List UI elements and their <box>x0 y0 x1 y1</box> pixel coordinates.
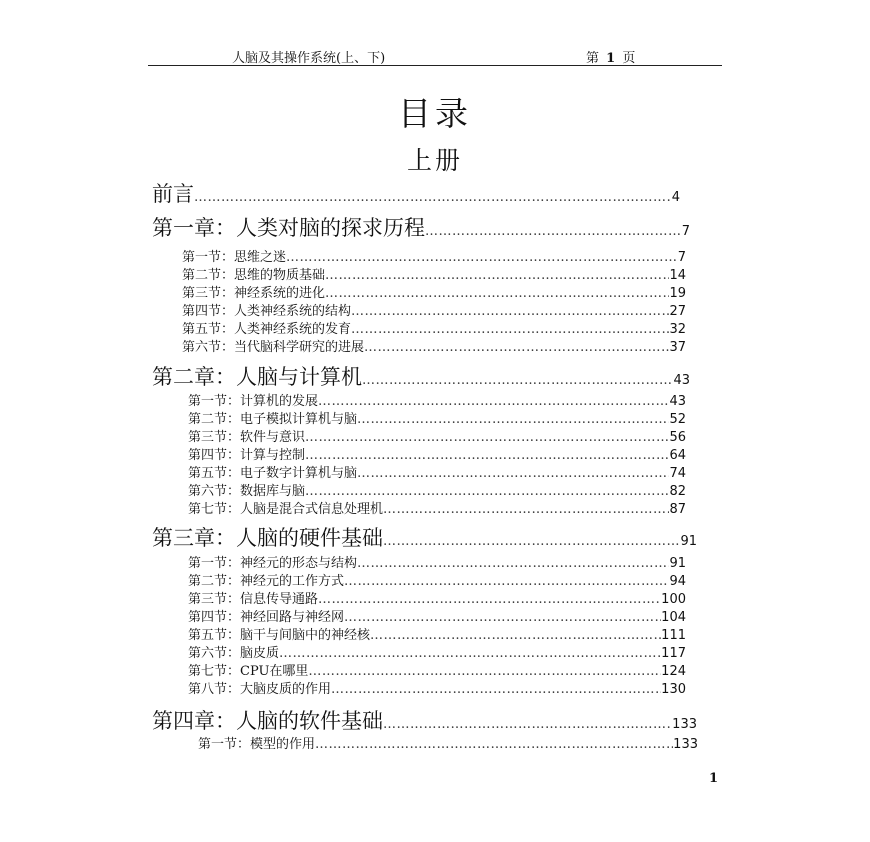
toc-section-entry <box>198 733 698 752</box>
toc-entry-label: 第三节：信息传导通路 <box>188 592 319 607</box>
page-suffix: 页 <box>622 51 636 66</box>
toc-section-entry <box>188 588 686 607</box>
toc-dot-leader <box>194 190 672 205</box>
running-header-title: 人脑及其操作系统(上、下) <box>232 51 386 66</box>
toc-entry-label: 第六节：脑皮质 <box>188 646 280 661</box>
toc-section-entry <box>188 426 686 445</box>
toc-dot-leader <box>305 448 669 463</box>
toc-dot-leader <box>357 412 669 427</box>
toc-entry-label: 第五节：脑干与间脑中的神经核 <box>188 628 371 643</box>
toc-section-entry <box>188 624 686 643</box>
toc-entry-page: 43 <box>673 373 690 388</box>
toc-chapter-entry <box>152 361 690 391</box>
toc-section-entry <box>188 462 686 481</box>
toc-entry-label: 第六节：数据库与脑 <box>188 484 306 499</box>
header-page-number: 1 <box>606 51 616 66</box>
toc-dot-leader <box>315 737 673 752</box>
toc-entry-label: 第四章：人脑的软件基础 <box>152 709 383 733</box>
toc-entry-page: 52 <box>669 412 686 427</box>
toc-dot-leader <box>383 502 669 517</box>
toc-entry-page: 82 <box>669 484 686 499</box>
toc-entry-page: 4 <box>671 190 680 205</box>
toc-section-entry <box>182 300 686 319</box>
header-divider <box>148 65 722 66</box>
toc-dot-leader <box>344 574 669 589</box>
toc-entry-page: 133 <box>672 717 697 732</box>
toc-entry-label: 第八节：大脑皮质的作用 <box>188 682 332 697</box>
toc-dot-leader <box>351 322 669 337</box>
toc-entry-label: 第四节：人类神经系统的结构 <box>182 304 352 319</box>
toc-dot-leader <box>344 610 661 625</box>
toc-entry-page: 130 <box>661 682 686 697</box>
toc-entry-label: 第二节：神经元的工作方式 <box>188 574 345 589</box>
toc-entry-label: 第二章：人脑与计算机 <box>152 365 362 389</box>
toc-section-entry <box>188 660 686 679</box>
toc-entry-page: 7 <box>677 250 686 265</box>
toc-entry-page: 7 <box>681 224 690 239</box>
toc-section-entry <box>182 282 686 301</box>
toc-section-entry <box>182 264 686 283</box>
toc-entry-page: 91 <box>669 556 686 571</box>
toc-chapter-entry <box>152 212 690 242</box>
toc-entry-page: 94 <box>669 574 686 589</box>
toc-entry-label: 第五节：电子数字计算机与脑 <box>188 466 358 481</box>
toc-section-entry <box>188 570 686 589</box>
toc-dot-leader <box>331 682 661 697</box>
toc-chapter-entry <box>152 178 680 208</box>
toc-chapter-entry <box>152 522 697 552</box>
toc-section-entry <box>188 606 686 625</box>
toc-dot-leader <box>362 373 673 388</box>
toc-dot-leader <box>308 664 661 679</box>
toc-dot-leader <box>279 646 661 661</box>
toc-entry-label: 第五节：人类神经系统的发育 <box>182 322 352 337</box>
toc-entry-page: 64 <box>669 448 686 463</box>
toc-entry-label: 第六节：当代脑科学研究的进展 <box>182 340 365 355</box>
toc-entry-label: 第四节：计算与控制 <box>188 448 306 463</box>
toc-entry-page: 27 <box>669 304 686 319</box>
toc-entry-page: 111 <box>661 628 686 643</box>
toc-section-entry <box>188 678 686 697</box>
toc-dot-leader <box>325 286 669 301</box>
toc-entry-label: 第四节：神经回路与神经网 <box>188 610 345 625</box>
toc-dot-leader <box>383 717 672 732</box>
toc-entry-label: 第三节：软件与意识 <box>188 430 306 445</box>
toc-chapter-entry <box>152 705 697 735</box>
toc-entry-page: 19 <box>669 286 686 301</box>
toc-entry-page: 104 <box>661 610 686 625</box>
toc-section-entry <box>188 408 686 427</box>
toc-entry-label: 第三节：神经系统的进化 <box>182 286 326 301</box>
toc-entry-page: 43 <box>669 394 686 409</box>
toc-entry-label: 第七节：人脑是混合式信息处理机 <box>188 502 384 517</box>
toc-entry-label: 第三章：人脑的硬件基础 <box>152 526 383 550</box>
toc-entry-page: 74 <box>669 466 686 481</box>
toc-entry-page: 100 <box>661 592 686 607</box>
running-header-page <box>586 47 635 66</box>
toc-dot-leader <box>351 304 669 319</box>
toc-entry-page: 124 <box>661 664 686 679</box>
toc-section-entry <box>188 552 686 571</box>
toc-entry-label: 第七节：CPU在哪里 <box>188 664 309 679</box>
toc-section-entry <box>188 498 686 517</box>
toc-entry-page: 87 <box>669 502 686 517</box>
toc-dot-leader <box>286 250 678 265</box>
toc-entry-label: 第一节：思维之迷 <box>182 250 287 265</box>
toc-dot-leader <box>364 340 669 355</box>
toc-dot-leader <box>370 628 661 643</box>
toc-entry-label: 前言 <box>152 182 194 206</box>
toc-dot-leader <box>305 484 669 499</box>
page-title: 目录 <box>398 94 472 133</box>
toc-section-entry <box>182 336 686 355</box>
toc-entry-label: 第一节：神经元的形态与结构 <box>188 556 358 571</box>
toc-section-entry <box>188 444 686 463</box>
toc-entry-page: 91 <box>680 534 697 549</box>
toc-entry-label: 第一节：模型的作用 <box>198 737 316 752</box>
toc-entry-page: 117 <box>661 646 686 661</box>
footer-page-number: 1 <box>709 771 719 786</box>
volume-title: 上册 <box>406 146 463 175</box>
toc-dot-leader <box>305 430 669 445</box>
toc-dot-leader <box>357 466 669 481</box>
toc-dot-leader <box>383 534 680 549</box>
toc-section-entry <box>182 318 686 337</box>
toc-entry-label: 第二节：思维的物质基础 <box>182 268 326 283</box>
toc-dot-leader <box>318 394 669 409</box>
toc-dot-leader <box>425 224 682 239</box>
toc-dot-leader <box>357 556 669 571</box>
toc-entry-label: 第一节：计算机的发展 <box>188 394 319 409</box>
toc-entry-page: 32 <box>669 322 686 337</box>
toc-entry-page: 14 <box>669 268 686 283</box>
toc-dot-leader <box>318 592 661 607</box>
toc-entry-label: 第一章：人类对脑的探求历程 <box>152 216 425 240</box>
toc-entry-page: 56 <box>669 430 686 445</box>
page-prefix: 第 <box>586 51 600 66</box>
toc-entry-page: 133 <box>673 737 698 752</box>
toc-section-entry <box>188 390 686 409</box>
toc-entry-label: 第二节：电子模拟计算机与脑 <box>188 412 358 427</box>
toc-section-entry <box>182 246 686 265</box>
toc-dot-leader <box>325 268 669 283</box>
toc-section-entry <box>188 642 686 661</box>
toc-section-entry <box>188 480 686 499</box>
toc-entry-page: 37 <box>669 340 686 355</box>
